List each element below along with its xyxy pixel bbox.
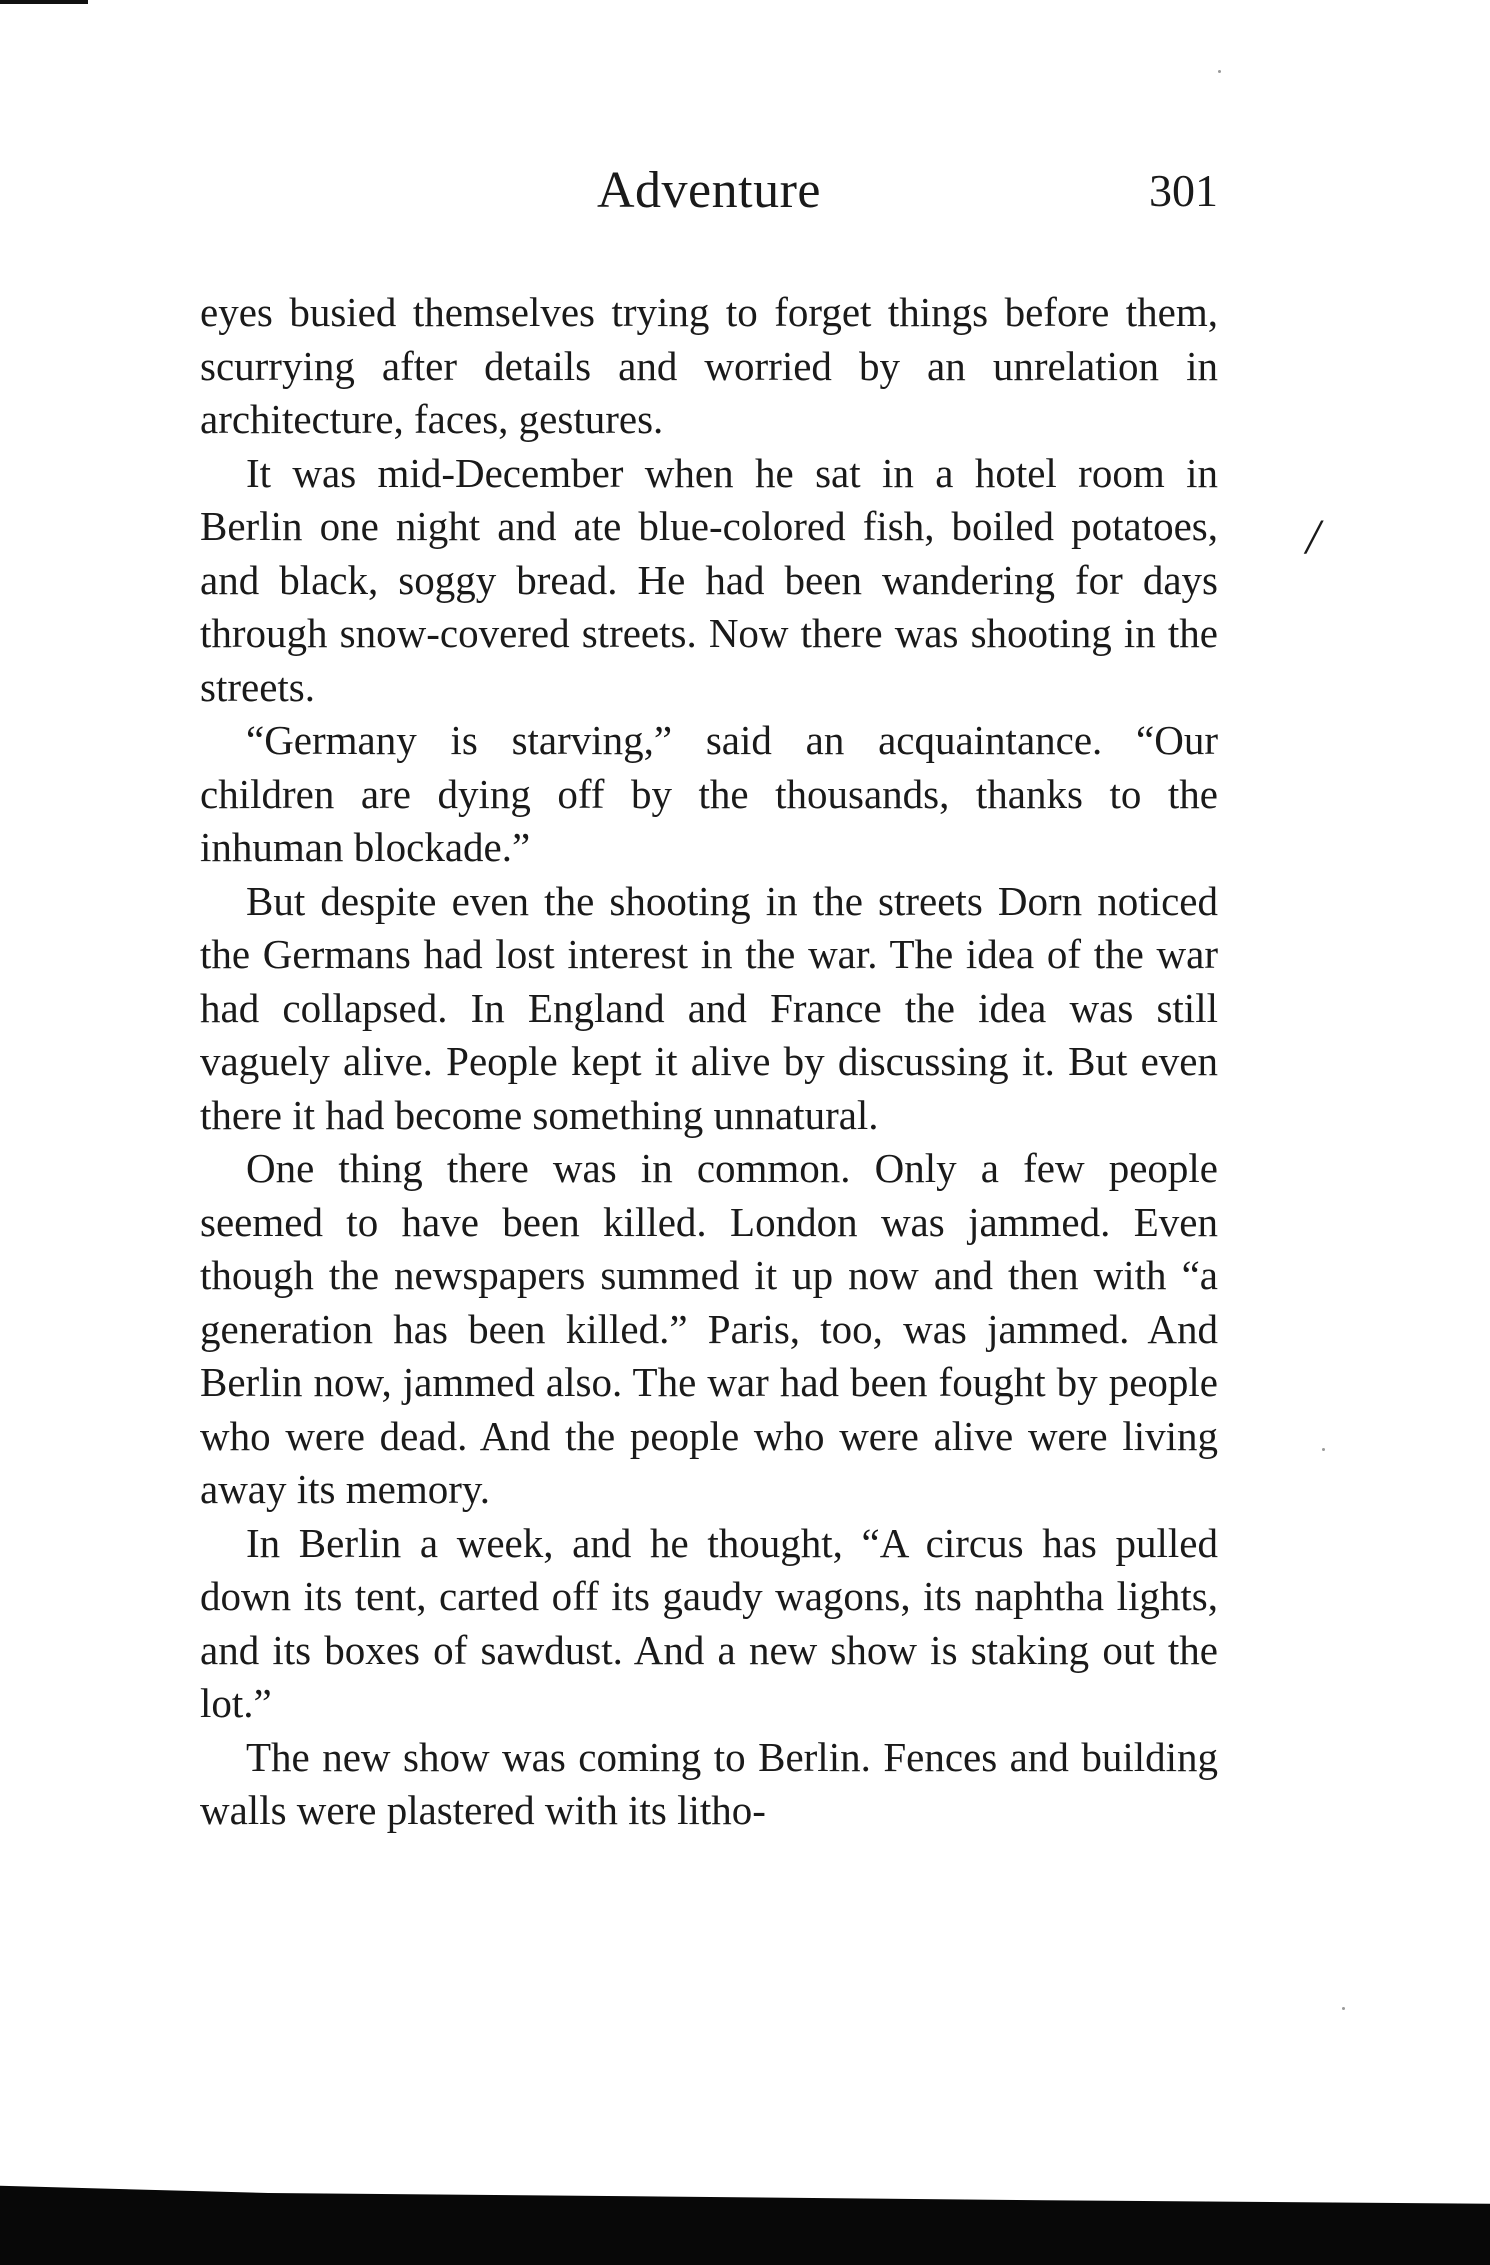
paragraph-7: The new show was coming to Berlin. Fences and building walls were plastered with its litho- — [200, 1733, 1218, 1833]
body-text — [200, 286, 1218, 1838]
paragraph-6: In Berlin a week, and he thought, “A circus has pulled down its tent, carted off its gaudy wagons, its naphtha lights, and its boxes of sawdust. And a new show is staking out the lot.” — [200, 1519, 1218, 1726]
margin-pencil-mark: / — [1306, 508, 1320, 564]
scan-bottom-edge — [0, 2175, 1490, 2265]
scan-speck — [1322, 1448, 1325, 1451]
corner-scan-mark — [0, 0, 88, 4]
running-title: Adventure — [597, 162, 821, 219]
paragraph-5: One thing there was in common. Only a few people seemed to have been killed. London was jammed. Even though the newspapers summed it up now and then with “a generation has been killed.” Paris, too, was jammed. And Berlin now, jammed also. The war had been fought by people who were dead. And the people who were alive were living away its memory. — [200, 1145, 1218, 1512]
paragraph-1: eyes busied themselves trying to forget things before them, scurrying after details and worried by an unrelation in architecture, faces, gestures. — [200, 289, 1218, 442]
scan-speck — [1342, 2007, 1345, 2010]
paragraph-2: It was mid-December when he sat in a hotel room in Berlin one night and ate blue-colored fish, boiled potatoes, and black, soggy bread. He had been wandering for days through snow-covered streets. Now there was shooting in the streets. — [200, 449, 1218, 710]
paragraph-4: But despite even the shooting in the streets Dorn noticed the Germans had lost interest in the war. The idea of the war had collapsed. In England and France the idea was still vaguely alive. People kept it alive by discussing it. But even there it had become something unnatural. — [200, 877, 1218, 1138]
paragraph-3: “Germany is starving,” said an acquaintance. “Our children are dying off by the thousands, thanks to the inhuman blockade.” — [200, 717, 1218, 870]
running-head — [200, 155, 1218, 227]
scan-speck — [1218, 70, 1221, 73]
page-number: 301 — [1149, 165, 1218, 216]
